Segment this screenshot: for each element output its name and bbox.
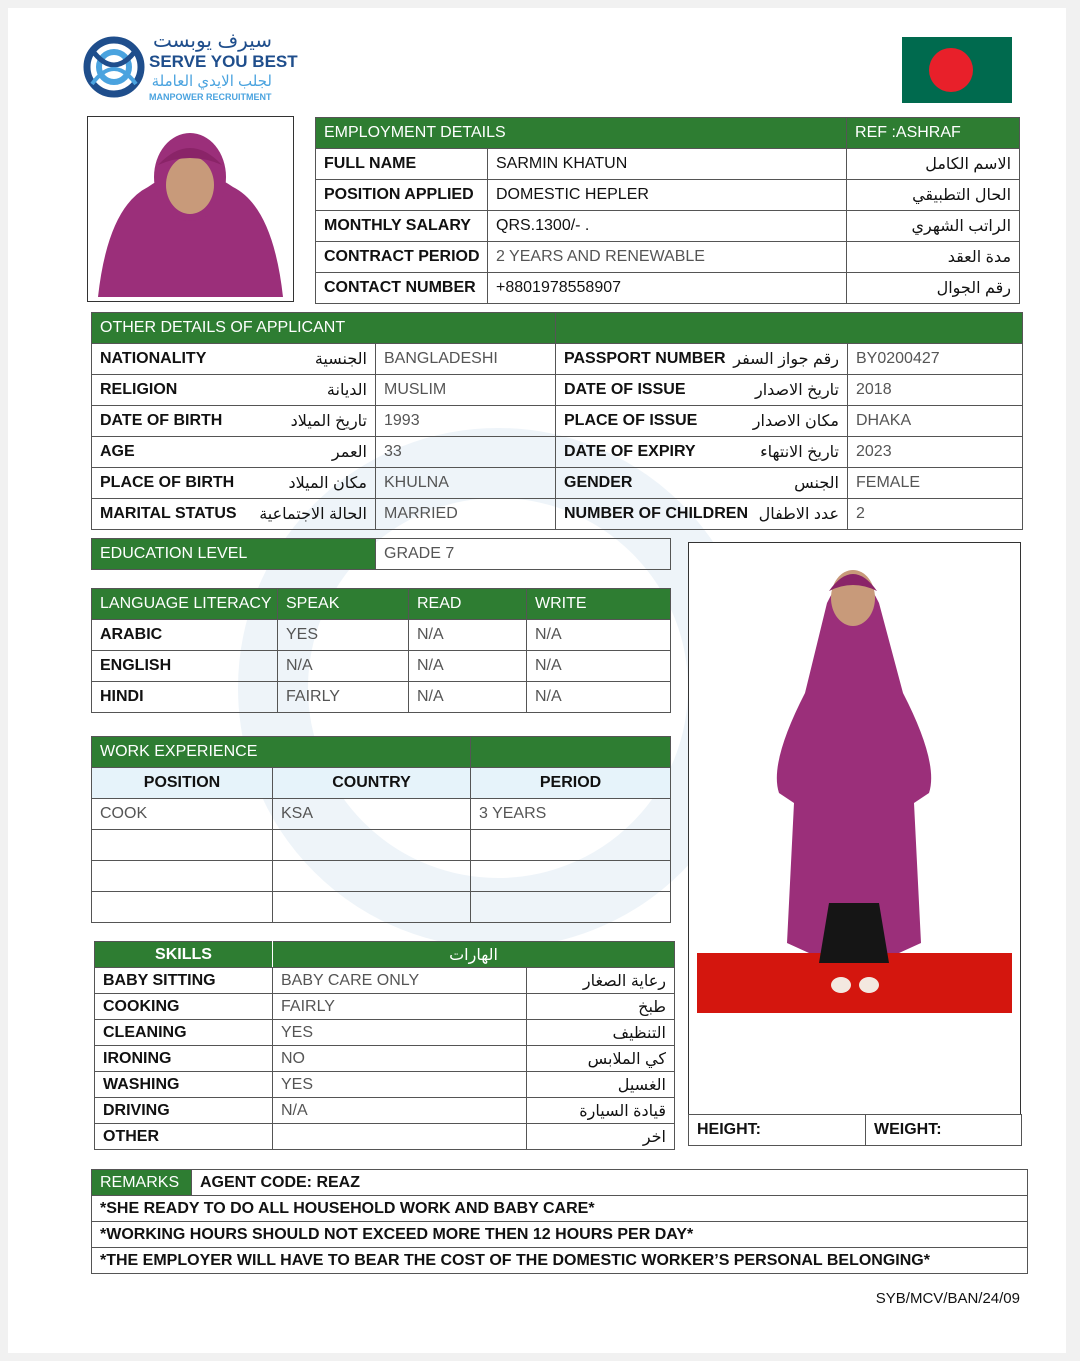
skill-label: DRIVING (95, 1098, 273, 1124)
remark-line: *WORKING HOURS SHOULD NOT EXCEED MORE THEN 12 HOURS PER DAY* (92, 1222, 1028, 1248)
cv-page (8, 8, 1066, 1353)
language-write: N/A (527, 682, 671, 713)
gender-label-cell (556, 468, 848, 499)
skill-label: BABY SITTING (95, 968, 273, 994)
employment-header: EMPLOYMENT DETAILS (316, 118, 847, 149)
dob-value: 1993 (376, 406, 556, 437)
work-position (92, 892, 273, 923)
contact-arabic: رقم الجوال (847, 273, 1020, 304)
skills-header: SKILLS (95, 942, 273, 968)
work-country (273, 861, 471, 892)
marital-value: MARRIED (376, 499, 556, 530)
position-value: DOMESTIC HEPLER (488, 180, 847, 211)
issue-date-value: 2018 (848, 375, 1023, 406)
age-label: AGE (100, 443, 135, 460)
work-position (92, 861, 273, 892)
skill-arabic: التنظيف (527, 1020, 675, 1046)
language-read: N/A (409, 651, 527, 682)
skill-arabic: كي الملابس (527, 1046, 675, 1072)
position-column-header: POSITION (92, 768, 273, 799)
skill-arabic: قيادة السيارة (527, 1098, 675, 1124)
measurements-table (688, 1114, 1022, 1146)
remark-line: *SHE READY TO DO ALL HOUSEHOLD WORK AND BABY CARE* (92, 1196, 1028, 1222)
issue-date-label: DATE OF ISSUE (564, 381, 686, 398)
work-country: KSA (273, 799, 471, 830)
nationality-arabic: الجنسية (314, 351, 367, 368)
dob-arabic: تاريخ الميلاد (290, 413, 367, 430)
issue-date-label-cell (556, 375, 848, 406)
skill-value: FAIRLY (273, 994, 527, 1020)
language-speak: N/A (278, 651, 409, 682)
weight-label: WEIGHT: (866, 1115, 1022, 1146)
children-label-cell (556, 499, 848, 530)
marital-label-cell (92, 499, 376, 530)
language-speak: YES (278, 620, 409, 651)
expiry-arabic: تاريخ الانتهاء (760, 444, 839, 461)
gender-label: GENDER (564, 474, 633, 491)
ref-code: REF :ASHRAF (847, 118, 1020, 149)
skill-arabic: الغسيل (527, 1072, 675, 1098)
salary-label: MONTHLY SALARY (316, 211, 488, 242)
work-country (273, 892, 471, 923)
brand-logo-icon (82, 30, 146, 104)
passport-label: PASSPORT NUMBER (564, 350, 726, 367)
work-header: WORK EXPERIENCE (92, 737, 471, 768)
language-read: N/A (409, 620, 527, 651)
skill-label: IRONING (95, 1046, 273, 1072)
work-position: COOK (92, 799, 273, 830)
period-column-header: PERIOD (471, 768, 671, 799)
nationality-label: NATIONALITY (100, 350, 207, 367)
skills-header-arabic: الهارات (273, 942, 675, 968)
issue-place-label: PLACE OF ISSUE (564, 412, 698, 429)
dob-label: DATE OF BIRTH (100, 412, 223, 429)
brand-name: SERVE YOU BEST (149, 52, 298, 71)
language-write: N/A (527, 620, 671, 651)
language-table (91, 588, 671, 713)
work-period (471, 830, 671, 861)
work-period (471, 861, 671, 892)
language-speak: FAIRLY (278, 682, 409, 713)
document-code: SYB/MCV/BAN/24/09 (875, 1290, 1020, 1307)
position-label: POSITION APPLIED (316, 180, 488, 211)
language-write: N/A (527, 651, 671, 682)
skill-arabic: طبخ (527, 994, 675, 1020)
issue-date-arabic: تاريخ الاصدار (754, 382, 839, 399)
age-value: 33 (376, 437, 556, 468)
remarks-label: REMARKS (92, 1170, 192, 1196)
marital-arabic: الحالة الاجتماعية (259, 506, 367, 523)
education-label: EDUCATION LEVEL (92, 539, 376, 570)
read-header: READ (409, 589, 527, 620)
language-header: LANGUAGE LITERACY (92, 589, 278, 620)
skill-value: YES (273, 1072, 527, 1098)
remarks-table (91, 1169, 1028, 1274)
birthplace-value: KHULNA (376, 468, 556, 499)
work-period: 3 YEARS (471, 799, 671, 830)
position-arabic: الحال التطبيقي (847, 180, 1020, 211)
language-name: ENGLISH (92, 651, 278, 682)
gender-value: FEMALE (848, 468, 1023, 499)
other-details-header: OTHER DETAILS OF APPLICANT (92, 313, 556, 344)
marital-label: MARITAL STATUS (100, 505, 237, 522)
religion-label: RELIGION (100, 381, 178, 398)
dob-label-cell (92, 406, 376, 437)
write-header: WRITE (527, 589, 671, 620)
issue-place-arabic: مكان الاصدار (752, 413, 839, 430)
skill-label: CLEANING (95, 1020, 273, 1046)
skill-value: N/A (273, 1098, 527, 1124)
full-name-label: FULL NAME (316, 149, 488, 180)
children-value: 2 (848, 499, 1023, 530)
nationality-label-cell (92, 344, 376, 375)
skill-label: OTHER (95, 1124, 273, 1150)
skill-label: WASHING (95, 1072, 273, 1098)
education-value: GRADE 7 (376, 539, 671, 570)
birthplace-arabic: مكان الميلاد (288, 475, 367, 492)
country-column-header: COUNTRY (273, 768, 471, 799)
skill-label: COOKING (95, 994, 273, 1020)
contract-label: CONTRACT PERIOD (316, 242, 488, 273)
other-details-table (91, 312, 1023, 530)
contract-value: 2 YEARS AND RENEWABLE (488, 242, 847, 273)
nationality-value: BANGLADESHI (376, 344, 556, 375)
employment-details-table (315, 117, 1020, 304)
contract-arabic: مدة العقد (847, 242, 1020, 273)
work-experience-table (91, 736, 671, 923)
religion-label-cell (92, 375, 376, 406)
salary-arabic: الراتب الشهري (847, 211, 1020, 242)
applicant-full-body-photo (688, 542, 1021, 1115)
language-name: HINDI (92, 682, 278, 713)
remark-line: *THE EMPLOYER WILL HAVE TO BEAR THE COST OF THE DOMESTIC WORKER’S PERSONAL BELONGING* (92, 1248, 1028, 1274)
other-details-header-right (556, 313, 1023, 344)
full-name-arabic: الاسم الكامل (847, 149, 1020, 180)
expiry-label: DATE OF EXPIRY (564, 443, 696, 460)
brand-tagline: MANPOWER RECRUITMENT (149, 92, 272, 102)
applicant-portrait-photo (87, 116, 294, 302)
skill-value: YES (273, 1020, 527, 1046)
contact-value: +8801978558907 (488, 273, 847, 304)
passport-arabic: رقم جواز السفر (733, 351, 839, 368)
skill-value: NO (273, 1046, 527, 1072)
height-label: HEIGHT: (689, 1115, 866, 1146)
birthplace-label: PLACE OF BIRTH (100, 474, 235, 491)
work-country (273, 830, 471, 861)
brand-arabic-tagline: لجلب الايدي العاملة (151, 73, 272, 90)
contact-label: CONTACT NUMBER (316, 273, 488, 304)
gender-arabic: الجنس (794, 475, 839, 492)
work-period (471, 892, 671, 923)
passport-value: BY0200427 (848, 344, 1023, 375)
language-name: ARABIC (92, 620, 278, 651)
salary-value: QRS.1300/- . (488, 211, 847, 242)
work-position (92, 830, 273, 861)
children-label: NUMBER OF CHILDREN (564, 505, 748, 522)
expiry-label-cell (556, 437, 848, 468)
skill-value (273, 1124, 527, 1150)
issue-place-value: DHAKA (848, 406, 1023, 437)
skills-table (94, 941, 675, 1150)
expiry-value: 2023 (848, 437, 1023, 468)
education-table (91, 538, 671, 570)
religion-arabic: الديانة (326, 382, 367, 399)
birthplace-label-cell (92, 468, 376, 499)
age-arabic: العمر (331, 444, 367, 461)
brand-arabic-name: سيرف يوبست (152, 30, 272, 52)
work-header-right (471, 737, 671, 768)
skill-value: BABY CARE ONLY (273, 968, 527, 994)
issue-place-label-cell (556, 406, 848, 437)
age-label-cell (92, 437, 376, 468)
passport-label-cell (556, 344, 848, 375)
language-read: N/A (409, 682, 527, 713)
bangladesh-flag-icon (902, 37, 1012, 103)
skill-arabic: اخر (527, 1124, 675, 1150)
agent-code: AGENT CODE: REAZ (192, 1170, 1028, 1196)
children-arabic: عدد الاطفال (758, 506, 839, 523)
speak-header: SPEAK (278, 589, 409, 620)
religion-value: MUSLIM (376, 375, 556, 406)
skill-arabic: رعاية الصغار (527, 968, 675, 994)
full-name-value: SARMIN KHATUN (488, 149, 847, 180)
